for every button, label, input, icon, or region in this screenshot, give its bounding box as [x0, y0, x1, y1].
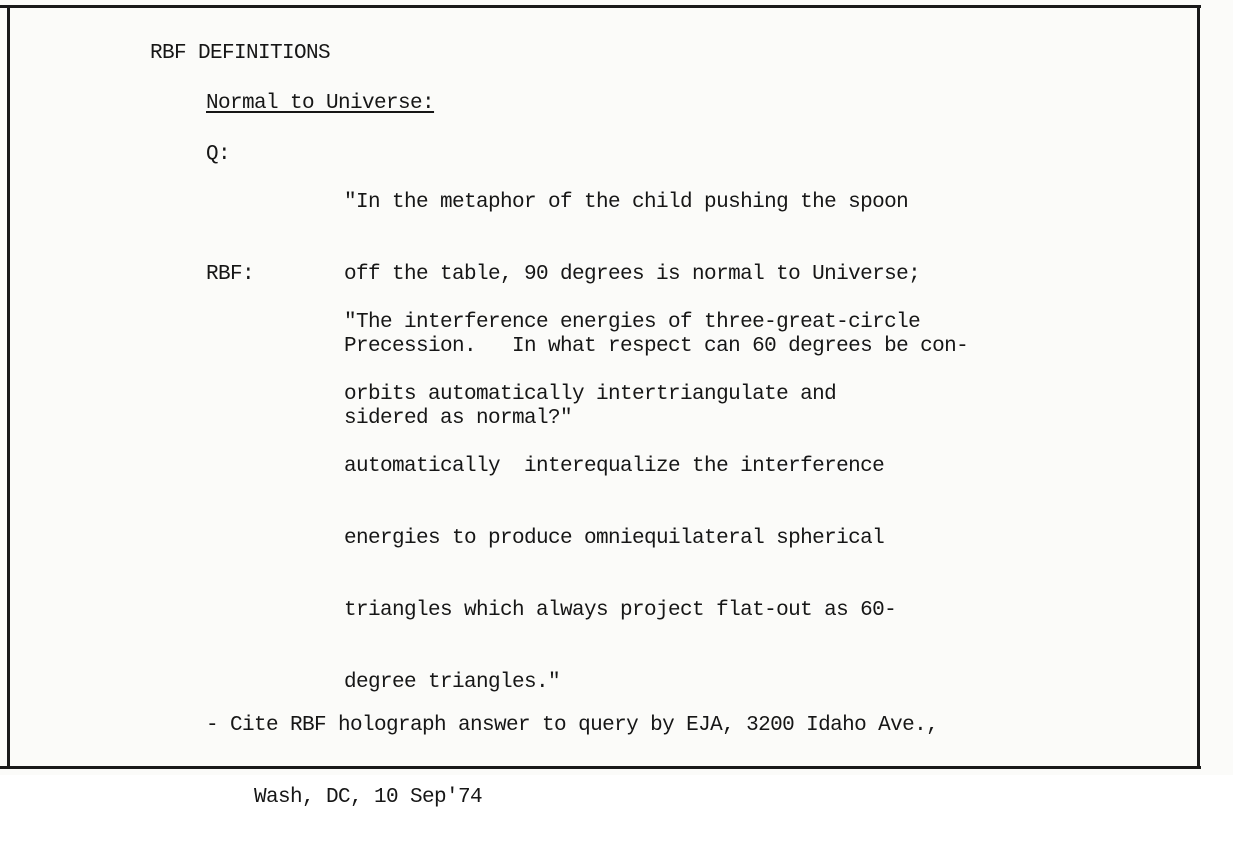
answer-label: RBF: [206, 263, 255, 286]
answer-line: automatically interequalize the interference [344, 455, 885, 478]
card-border-right [1197, 5, 1200, 769]
answer-line: triangles which always project flat-out as 60- [344, 599, 897, 622]
answer-line: degree triangles." [344, 671, 561, 694]
answer-line: orbits automatically intertriangulate and [344, 383, 837, 406]
answer-line: "The interference energies of three-great-circle [344, 311, 921, 334]
citation [206, 666, 938, 858]
answer-line: energies to produce omniequilateral spherical [344, 527, 885, 550]
section-subheading: Normal to Universe: [206, 92, 435, 115]
card-border-left [7, 5, 10, 769]
card-border-top [0, 5, 1201, 8]
question-label: Q: [206, 143, 231, 166]
question-line: Precession. In what respect can 60 degrees be con- [344, 335, 969, 358]
question-line: off the table, 90 degrees is normal to Universe; [344, 263, 921, 286]
page-title: RBF DEFINITIONS [150, 42, 331, 65]
citation-line: - Cite RBF holograph answer to query by EJA, 3200 Idaho Ave., [206, 714, 939, 737]
citation-line: Wash, DC, 10 Sep'74 [206, 786, 483, 809]
question-line: "In the metaphor of the child pushing the spoon [344, 191, 909, 214]
question-line: sidered as normal?" [344, 407, 573, 430]
